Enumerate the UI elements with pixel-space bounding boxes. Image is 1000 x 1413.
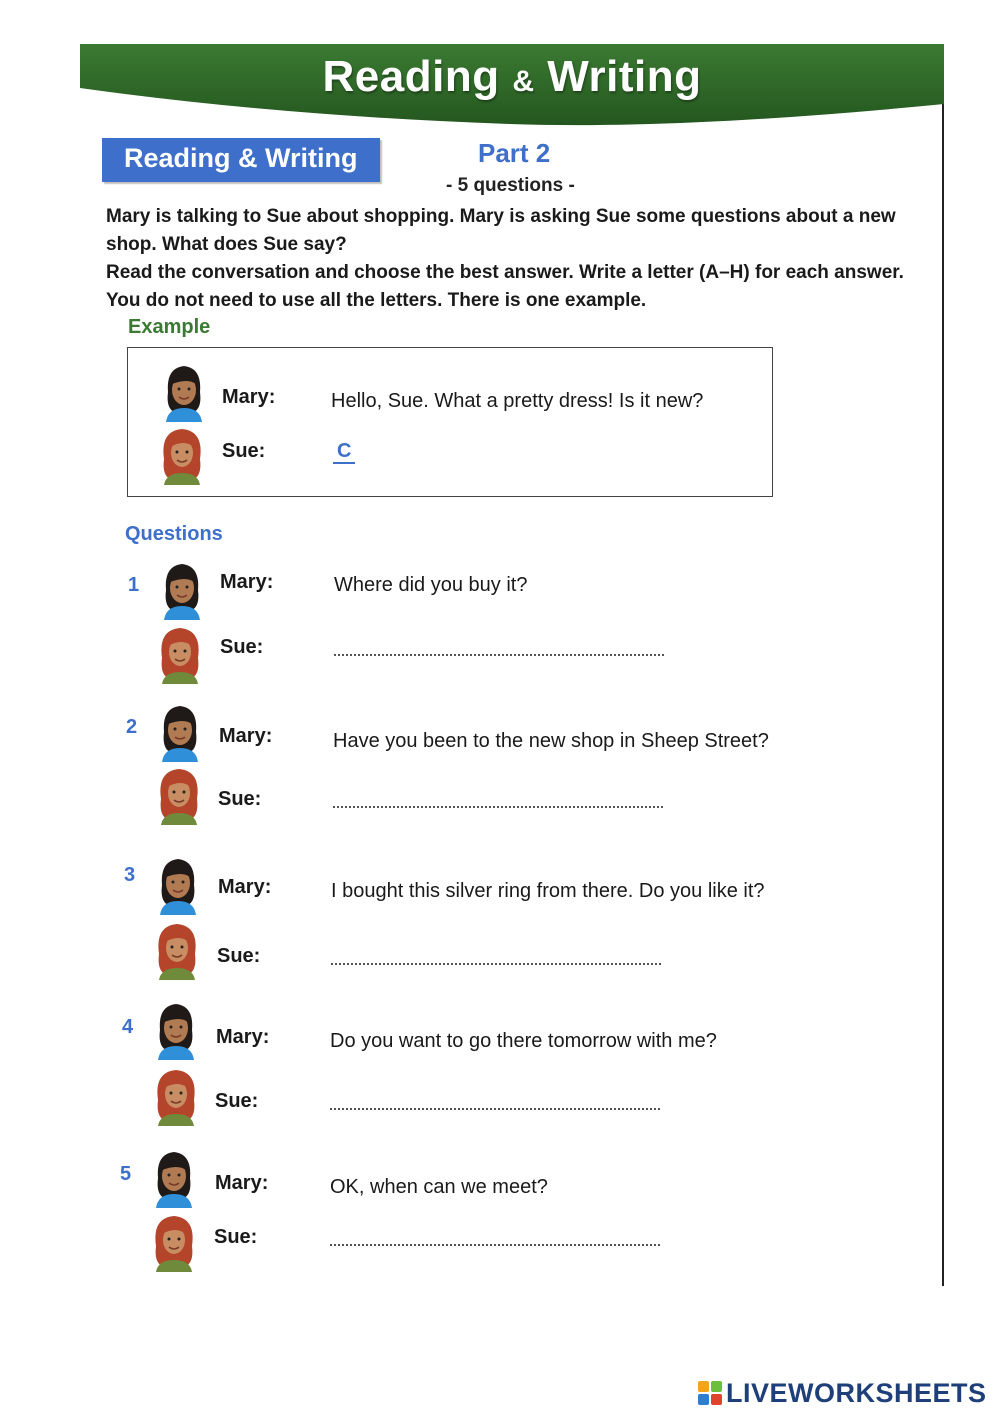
question-number: 5 [120, 1163, 132, 1185]
q2-answer-field[interactable] [333, 806, 663, 808]
example-sue-label: Sue: [222, 440, 266, 462]
q5-answer-field[interactable] [330, 1244, 660, 1246]
mary-avatar-icon [152, 1000, 200, 1060]
part-subtitle: - 5 questions - [446, 175, 575, 196]
q3-mary-label: Mary: [218, 876, 272, 898]
question-number: 4 [122, 1016, 134, 1038]
liveworksheets-logo-icon [698, 1381, 722, 1405]
q3-answer-field[interactable] [331, 963, 661, 965]
q1-sue-label: Sue: [220, 636, 264, 658]
mary-avatar-icon [150, 1148, 198, 1208]
q3-mary-text: I bought this silver ring from there. Do you like it? [331, 880, 765, 902]
q2-mary-text: Have you been to the new shop in Sheep Street? [333, 730, 769, 752]
questions-label: Questions [125, 523, 223, 545]
example-mary-label: Mary: [222, 386, 276, 408]
sue-avatar-icon [152, 1066, 200, 1126]
mary-avatar-icon [158, 560, 206, 620]
q4-answer-field[interactable] [330, 1108, 660, 1110]
mary-avatar-icon [156, 702, 204, 762]
q1-mary-label: Mary: [220, 571, 274, 593]
q2-sue-label: Sue: [218, 788, 262, 810]
mary-avatar-icon [160, 362, 208, 422]
sue-avatar-icon [155, 765, 203, 825]
sue-avatar-icon [150, 1212, 198, 1272]
question-number: 2 [126, 716, 138, 738]
q5-mary-text: OK, when can we meet? [330, 1176, 548, 1198]
question-number: 1 [128, 574, 140, 596]
sue-avatar-icon [153, 920, 201, 980]
header-banner [80, 44, 944, 126]
sue-avatar-icon [156, 624, 204, 684]
instructions-task: Read the conversation and choose the best answer. Write a letter (A–H) for each answer. You do not need to use all the letters. There is one example. [106, 262, 904, 311]
instructions-context: Mary is talking to Sue about shopping. Mary is asking Sue some questions about a new shop. What does Sue say? [106, 206, 896, 255]
q4-mary-text: Do you want to go there tomorrow with me? [330, 1030, 717, 1052]
page-title: Reading & Writing [322, 52, 702, 101]
part-title: Part 2 [478, 138, 551, 168]
section-tab: Reading & Writing [102, 138, 380, 182]
liveworksheets-watermark [698, 1376, 987, 1410]
q3-sue-label: Sue: [217, 945, 261, 967]
sue-avatar-icon [158, 425, 206, 485]
q1-mary-text: Where did you buy it? [334, 574, 528, 596]
mary-avatar-icon [154, 855, 202, 915]
watermark-text: LIVEWORKSHEETS [726, 1377, 987, 1408]
q4-sue-label: Sue: [215, 1090, 259, 1112]
example-answer: C [333, 440, 355, 464]
q5-mary-label: Mary: [215, 1172, 269, 1194]
q1-answer-field[interactable] [334, 654, 664, 656]
example-mary-text: Hello, Sue. What a pretty dress! Is it new? [331, 390, 704, 412]
q2-mary-label: Mary: [219, 725, 273, 747]
q5-sue-label: Sue: [214, 1226, 258, 1248]
instructions [106, 203, 936, 315]
q4-mary-label: Mary: [216, 1026, 270, 1048]
example-box [127, 347, 773, 497]
question-number: 3 [124, 864, 136, 886]
example-label: Example [128, 316, 211, 338]
